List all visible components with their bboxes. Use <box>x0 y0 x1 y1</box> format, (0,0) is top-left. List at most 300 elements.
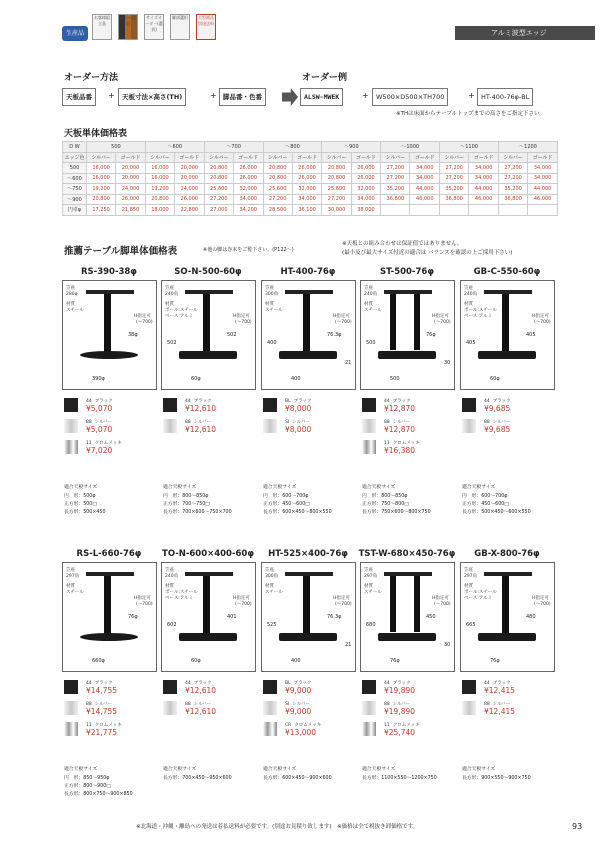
color-label: シルバー <box>492 420 511 425</box>
fit-size-line: 長方形：800×750〜900×850 <box>64 792 133 797</box>
example-size: W500×D500×TH700 <box>372 88 448 106</box>
price-cell: 24,000 <box>175 184 205 195</box>
color-swatch <box>362 680 376 694</box>
price-cell: 34,000 <box>351 194 381 205</box>
leg-price: ¥12,870 <box>384 425 416 434</box>
size-order-icon: サイズオーダー(選択) <box>144 14 164 40</box>
color-code: 44 <box>484 399 490 404</box>
price-cell: 38,000 <box>351 205 381 216</box>
color-label: ブラック <box>293 681 312 686</box>
fit-size-line: 円 形：500φ <box>64 494 96 499</box>
color-swatch <box>163 419 177 433</box>
leg-spec-text: 材質 <box>364 302 373 307</box>
order-method-title: オーダー方法 <box>64 73 119 83</box>
order-box-top: 天板品番 <box>62 88 96 106</box>
color-code: 11 <box>86 723 92 728</box>
leg-price: ¥12,610 <box>185 707 217 716</box>
leg-price: ¥14,755 <box>86 707 118 716</box>
leg-title: HT-525×400-76φ <box>268 549 348 559</box>
leg-pole <box>502 576 509 634</box>
width-header: 〜1100 <box>440 142 499 153</box>
h-range: (〜700) <box>534 602 551 607</box>
price-row <box>63 184 558 195</box>
page-number: 93 <box>572 822 583 831</box>
leg-price: ¥13,000 <box>285 728 317 737</box>
color-swatch <box>362 701 376 715</box>
price-cell: 16,000 <box>145 163 174 174</box>
leg-table-title: 推薦テーブル脚単体価格表 <box>64 246 178 257</box>
fit-size-line: 円 形：800〜850φ <box>163 494 209 499</box>
leg-spec-text: ベース:アルミ <box>165 314 194 319</box>
shipping-icon: 大型商品別途送料 <box>196 14 216 40</box>
price-cell: 19,200 <box>87 184 116 195</box>
fit-size-line: 正方形：500□ <box>64 502 97 507</box>
leg-price: ¥12,610 <box>185 425 217 434</box>
color-swatch <box>163 398 177 412</box>
leg-dimension: 400 <box>291 376 301 382</box>
leg-price: ¥9,685 <box>484 404 511 413</box>
leg-spec-text: スチール <box>66 590 84 595</box>
leg-title: TST-W-680×450-76φ <box>358 549 456 559</box>
price-cell: 27,200 <box>440 163 469 174</box>
price-cell: 32,000 <box>292 184 322 195</box>
leg-select-icon: 脚部選択 <box>170 14 190 40</box>
price-cell: 36,100 <box>292 205 322 216</box>
h-range: (〜700) <box>136 602 153 607</box>
leg-pole <box>414 294 420 350</box>
price-cell: 28,500 <box>263 205 292 216</box>
leg-spec-text: 240角 <box>165 574 179 579</box>
leg-base <box>80 351 138 359</box>
arrow-icon <box>282 88 298 106</box>
assembly-icon: お客様組立品 <box>92 14 112 40</box>
warranty-note: ※天板との組み合わせは保証值ではありません。 <box>342 241 463 247</box>
edge-color-header: シルバー <box>381 152 410 163</box>
leg-base <box>80 633 138 641</box>
depth-cell: 円卓φ <box>63 205 87 216</box>
price-cell: 34,000 <box>292 194 322 205</box>
edge-color-header: ゴールド <box>292 152 322 163</box>
h-label: H指定可 <box>134 314 151 319</box>
color-code: 11 <box>384 723 390 728</box>
h-range: (〜700) <box>235 602 252 607</box>
color-label: ブラック <box>94 399 113 404</box>
leg-dimension: 480 <box>526 614 536 620</box>
leg-title: RS-390-38φ <box>81 267 137 277</box>
leg-dimension: 76.3φ <box>327 614 342 620</box>
leg-spec-text: 297角 <box>364 574 378 579</box>
color-label: クロムメッキ <box>294 723 322 728</box>
category-bar: アルミ波型エッジ <box>455 26 595 40</box>
leg-pole <box>390 294 396 350</box>
color-label: ブラック <box>94 681 113 686</box>
price-cell: 26,000 <box>233 173 263 184</box>
leg-spec-text: 240角 <box>364 292 378 297</box>
example-leg: HT-400-76φ-BL <box>477 88 533 106</box>
leg-spec-text: 笠座 <box>364 568 373 573</box>
plus-sign: + <box>362 91 369 100</box>
color-code: 11 <box>384 441 390 446</box>
color-swatch <box>263 398 277 412</box>
h-label: H指定可 <box>432 596 449 601</box>
price-cell: 21,850 <box>116 205 146 216</box>
price-cell: 44,000 <box>469 184 499 195</box>
depth-cell: 500 <box>63 163 87 174</box>
fit-size-line: 長方形：750×600〜800×750 <box>362 510 431 515</box>
fit-size-label: 適合天板サイズ <box>362 485 396 490</box>
width-header: 〜800 <box>263 142 322 153</box>
price-cell: 36,800 <box>499 194 528 205</box>
color-code: 88 <box>185 420 191 425</box>
color-swatch <box>362 419 376 433</box>
price-cell: 46,000 <box>469 194 499 205</box>
price-cell: 22,800 <box>175 205 205 216</box>
leg-spec-text: 材質 <box>265 302 274 307</box>
fit-size-line: 長方形：500×450〜600×550 <box>462 510 531 515</box>
fit-size-line: 長方形：700×600〜750×700 <box>163 510 232 515</box>
color-label: ブラック <box>392 399 411 404</box>
price-cell <box>410 205 440 216</box>
color-code: 44 <box>86 681 92 686</box>
leg-dimension: 400 <box>291 658 301 664</box>
color-swatch <box>362 440 376 454</box>
h-label: H指定可 <box>532 314 549 319</box>
depth-cell: 〜600 <box>63 173 87 184</box>
price-cell: 27,200 <box>499 173 528 184</box>
fit-size-line: 正方形：450〜600□ <box>263 502 310 507</box>
price-cell: 20,800 <box>322 173 351 184</box>
price-cell: 16,000 <box>145 173 174 184</box>
leg-price: ¥8,000 <box>285 404 312 413</box>
width-header: 500 <box>87 142 146 153</box>
price-cell: 27,200 <box>381 163 410 174</box>
leg-base <box>179 633 237 641</box>
fit-size-line: 長方形：600×450〜900×600 <box>263 776 332 781</box>
price-cell: 44,000 <box>528 184 558 195</box>
color-label: ブラック <box>392 681 411 686</box>
price-cell: 20,000 <box>175 173 205 184</box>
fit-size-line: 長方形：600×450〜800×550 <box>263 510 332 515</box>
price-cell: 26,000 <box>116 194 146 205</box>
price-cell: 27,000 <box>204 205 233 216</box>
price-row <box>63 163 558 174</box>
leg-spec-text: 笠座 <box>464 568 473 573</box>
price-cell: 26,000 <box>292 163 322 174</box>
color-label: シルバー <box>292 420 310 425</box>
leg-dimension: 401 <box>227 614 237 620</box>
leg-price: ¥12,610 <box>185 686 217 695</box>
color-code: 88 <box>185 702 191 707</box>
h-label: H指定可 <box>233 314 250 319</box>
color-swatch <box>462 419 476 433</box>
leg-price: ¥7,020 <box>86 446 113 455</box>
color-swatch <box>462 398 476 412</box>
color-swatch <box>263 701 277 715</box>
h-label: H指定可 <box>333 596 350 601</box>
leg-price: ¥9,000 <box>285 707 312 716</box>
edge-color-header: ゴールド <box>116 152 146 163</box>
color-code: 88 <box>86 420 92 425</box>
edge-color-header: ゴールド <box>233 152 263 163</box>
leg-pole <box>502 294 509 352</box>
price-cell: 25,600 <box>204 184 233 195</box>
production-badge: 生産品 <box>62 26 88 41</box>
color-label: シルバー <box>94 420 113 425</box>
color-code: 44 <box>484 681 490 686</box>
leg-spec-text: 材質 <box>364 584 373 589</box>
color-code: 11 <box>86 441 92 446</box>
fit-size-label: 適合天板サイズ <box>462 767 496 772</box>
leg-spec-text: 297角 <box>66 574 80 579</box>
leg-title: GB-C-550-60φ <box>473 267 541 277</box>
color-label: シルバー <box>492 702 511 707</box>
leg-dimension: 660φ <box>92 658 105 664</box>
leg-price: ¥14,755 <box>86 686 118 695</box>
leg-price: ¥9,685 <box>484 425 511 434</box>
color-swatch <box>263 722 277 736</box>
leg-title: RS-L-660-76φ <box>76 549 142 559</box>
leg-spec-text: 笠座 <box>364 286 373 291</box>
color-code: 88 <box>484 420 490 425</box>
edge-color-header: シルバー <box>145 152 174 163</box>
leg-dimension: 500 <box>366 340 376 346</box>
leg-dimension: 502 <box>227 332 237 338</box>
edge-color-header: シルバー <box>322 152 351 163</box>
color-code: CR <box>285 723 292 728</box>
leg-base <box>478 351 536 359</box>
edge-color-header: ゴールド <box>410 152 440 163</box>
leg-base <box>279 351 337 359</box>
leg-base <box>179 351 237 359</box>
color-code: BL <box>285 681 291 686</box>
price-cell: 36,800 <box>381 194 410 205</box>
color-swatch <box>64 722 78 736</box>
price-cell: 35,200 <box>499 184 528 195</box>
price-cell: 20,800 <box>87 194 116 205</box>
plus-sign: + <box>210 91 217 100</box>
color-swatch <box>362 722 376 736</box>
h-range: (〜700) <box>335 602 352 607</box>
color-label: シルバー <box>292 702 310 707</box>
leg-base <box>378 633 436 641</box>
leg-spec-text: 297角 <box>464 574 478 579</box>
edge-color-header: シルバー <box>499 152 528 163</box>
feature-icons <box>92 14 216 40</box>
leg-spec-text: 240角 <box>464 292 478 297</box>
price-cell: 44,000 <box>410 184 440 195</box>
price-cell <box>440 205 469 216</box>
price-row <box>63 173 558 184</box>
price-table <box>62 141 558 216</box>
leg-spec-text: ポール:スチール <box>165 590 198 595</box>
balance-note: (最小及び最大サイズ付近の適合は バランスを確認の上ご採用下さい) <box>342 250 513 256</box>
color-code: 88 <box>384 702 390 707</box>
edge-color-header: ゴールド <box>175 152 205 163</box>
leg-spec-text: 材質 <box>265 584 274 589</box>
fit-size-label: 適合天板サイズ <box>263 767 297 772</box>
color-swatch <box>163 701 177 715</box>
color-code: 44 <box>185 681 191 686</box>
color-swatch <box>64 419 78 433</box>
leg-spec-text: 笠座 <box>265 286 274 291</box>
price-cell: 27,200 <box>322 194 351 205</box>
leg-price: ¥12,870 <box>384 404 416 413</box>
color-label: ブラック <box>293 399 312 404</box>
color-swatch <box>263 419 277 433</box>
color-label: クロムメッキ <box>94 441 122 446</box>
color-swatch <box>64 398 78 412</box>
fit-size-label: 適合天板サイズ <box>362 767 396 772</box>
leg-spec-text: 材質 <box>66 302 75 307</box>
leg-table-note: ※他の脚は巻末をご覧下さい。(P122〜) <box>203 247 294 253</box>
leg-dimension: 60φ <box>191 376 201 382</box>
width-header: 〜600 <box>145 142 204 153</box>
edge-color-header: シルバー <box>204 152 233 163</box>
h-label: H指定可 <box>134 596 151 601</box>
plus-sign: + <box>108 91 115 100</box>
fit-size-line: 長方形：1100×550〜1200×750 <box>362 776 437 781</box>
price-cell: 27,200 <box>381 173 410 184</box>
price-cell: 16,000 <box>87 173 116 184</box>
edge-color-header: シルバー <box>87 152 116 163</box>
leg-pole <box>203 576 210 634</box>
price-cell: 26,000 <box>351 163 381 174</box>
leg-dimension: 405 <box>526 332 536 338</box>
leg-title: SO-N-500-60φ <box>174 267 242 277</box>
leg-spec-text: ベース:アルミ <box>464 596 493 601</box>
price-cell: 17,250 <box>87 205 116 216</box>
leg-dimension: 60φ <box>191 658 201 664</box>
price-cell: 26,000 <box>175 194 205 205</box>
color-label: シルバー <box>193 420 212 425</box>
price-cell: 20,800 <box>322 163 351 174</box>
leg-spec-text: ベース:アルミ <box>464 314 493 319</box>
width-header: 〜1000 <box>381 142 440 153</box>
leg-price: ¥12,415 <box>484 686 516 695</box>
leg-pole <box>414 576 420 632</box>
leg-title: ST-500-76φ <box>380 267 434 277</box>
color-code: 44 <box>384 681 390 686</box>
leg-pole <box>390 576 396 632</box>
price-cell: 25,600 <box>263 184 292 195</box>
leg-dimension: 30 <box>444 642 451 648</box>
leg-dimension: 525 <box>267 622 277 628</box>
fit-size-line: 長方形：700×450〜950×600 <box>163 776 232 781</box>
price-cell: 34,000 <box>410 173 440 184</box>
color-swatch <box>462 701 476 715</box>
leg-base <box>378 351 436 359</box>
leg-title: GB-X-800-76φ <box>474 549 540 559</box>
leg-dimension: 680 <box>366 622 376 628</box>
price-cell: 25,600 <box>322 184 351 195</box>
h-range: (〜700) <box>136 320 153 325</box>
price-cell: 16,000 <box>87 163 116 174</box>
price-cell <box>499 205 528 216</box>
order-box-leg: 脚品番・色番 <box>219 88 266 106</box>
fit-size-line: 円 形：850〜950φ <box>64 776 110 781</box>
price-cell: 20,000 <box>175 163 205 174</box>
width-header: 〜900 <box>322 142 381 153</box>
order-example-title: オーダー例 <box>302 73 348 83</box>
leg-spec-text: 300角 <box>265 292 279 297</box>
price-row <box>63 205 558 216</box>
leg-dimension: 21 <box>345 360 352 366</box>
h-range: (〜700) <box>534 320 551 325</box>
color-label: シルバー <box>193 702 212 707</box>
leg-pole <box>203 294 210 352</box>
th-note: ※THは床面からテーブルトップまでの高さをご指定下さい。 <box>396 111 545 117</box>
price-cell: 27,200 <box>263 194 292 205</box>
price-cell: 20,800 <box>204 163 233 174</box>
leg-dimension: 405 <box>466 340 476 346</box>
price-cell: 19,200 <box>145 184 174 195</box>
leg-dimension: 390φ <box>92 376 105 382</box>
h-range: (〜700) <box>434 320 451 325</box>
leg-dimension: 500 <box>390 376 400 382</box>
leg-dimension: 76φ <box>390 658 400 664</box>
fit-size-line: 正方形：450〜600□ <box>462 502 509 507</box>
leg-spec-text: ベース:アルミ <box>165 596 194 601</box>
leg-price: ¥16,380 <box>384 446 416 455</box>
fit-size-label: 適合天板サイズ <box>64 485 98 490</box>
leg-spec-text: ポール:スチール <box>165 308 198 313</box>
leg-price: ¥5,070 <box>86 425 113 434</box>
color-swatch <box>362 398 376 412</box>
leg-spec-text: 笠座 <box>165 286 174 291</box>
price-table-title: 天板単体価格表 <box>64 129 128 139</box>
color-select-icon: カラー選択 <box>118 14 138 40</box>
price-cell: 32,000 <box>233 184 263 195</box>
price-row <box>63 194 558 205</box>
leg-pole <box>303 576 310 634</box>
leg-dimension: 38φ <box>128 332 138 338</box>
leg-spec-text: スチール <box>66 308 84 313</box>
fit-size-line: 円 形：600〜700φ <box>263 494 309 499</box>
color-code: BL <box>285 399 291 404</box>
price-cell: 20,800 <box>145 194 174 205</box>
color-label: シルバー <box>392 702 411 707</box>
h-range: (〜700) <box>335 320 352 325</box>
fit-size-line: 円 形：800〜850φ <box>362 494 408 499</box>
color-label: ブラック <box>193 681 212 686</box>
price-cell: 20,000 <box>116 163 146 174</box>
price-cell: 20,800 <box>263 173 292 184</box>
leg-base <box>478 633 536 641</box>
leg-spec-text: スチール <box>265 590 283 595</box>
fit-size-line: 長方形：900×550〜900×750 <box>462 776 531 781</box>
leg-spec-text: 材質 <box>464 302 473 307</box>
h-label: H指定可 <box>233 596 250 601</box>
leg-price: ¥8,000 <box>285 425 312 434</box>
fit-size-label: 適合天板サイズ <box>163 767 197 772</box>
leg-pole <box>303 294 310 352</box>
price-cell: 36,800 <box>440 194 469 205</box>
color-label: シルバー <box>94 702 113 707</box>
depth-cell: 〜750 <box>63 184 87 195</box>
price-cell: 27,200 <box>204 194 233 205</box>
price-cell: 20,000 <box>116 173 146 184</box>
h-range: (〜700) <box>434 602 451 607</box>
price-cell: 34,000 <box>410 163 440 174</box>
leg-pole <box>104 294 111 352</box>
leg-base <box>279 633 337 641</box>
leg-spec-text: 300角 <box>265 574 279 579</box>
fit-size-label: 適合天板サイズ <box>462 485 496 490</box>
leg-spec-text: 笠座 <box>265 568 274 573</box>
color-code: SI <box>285 702 290 707</box>
leg-spec-text: スチール <box>364 308 382 313</box>
price-cell: 46,000 <box>410 194 440 205</box>
